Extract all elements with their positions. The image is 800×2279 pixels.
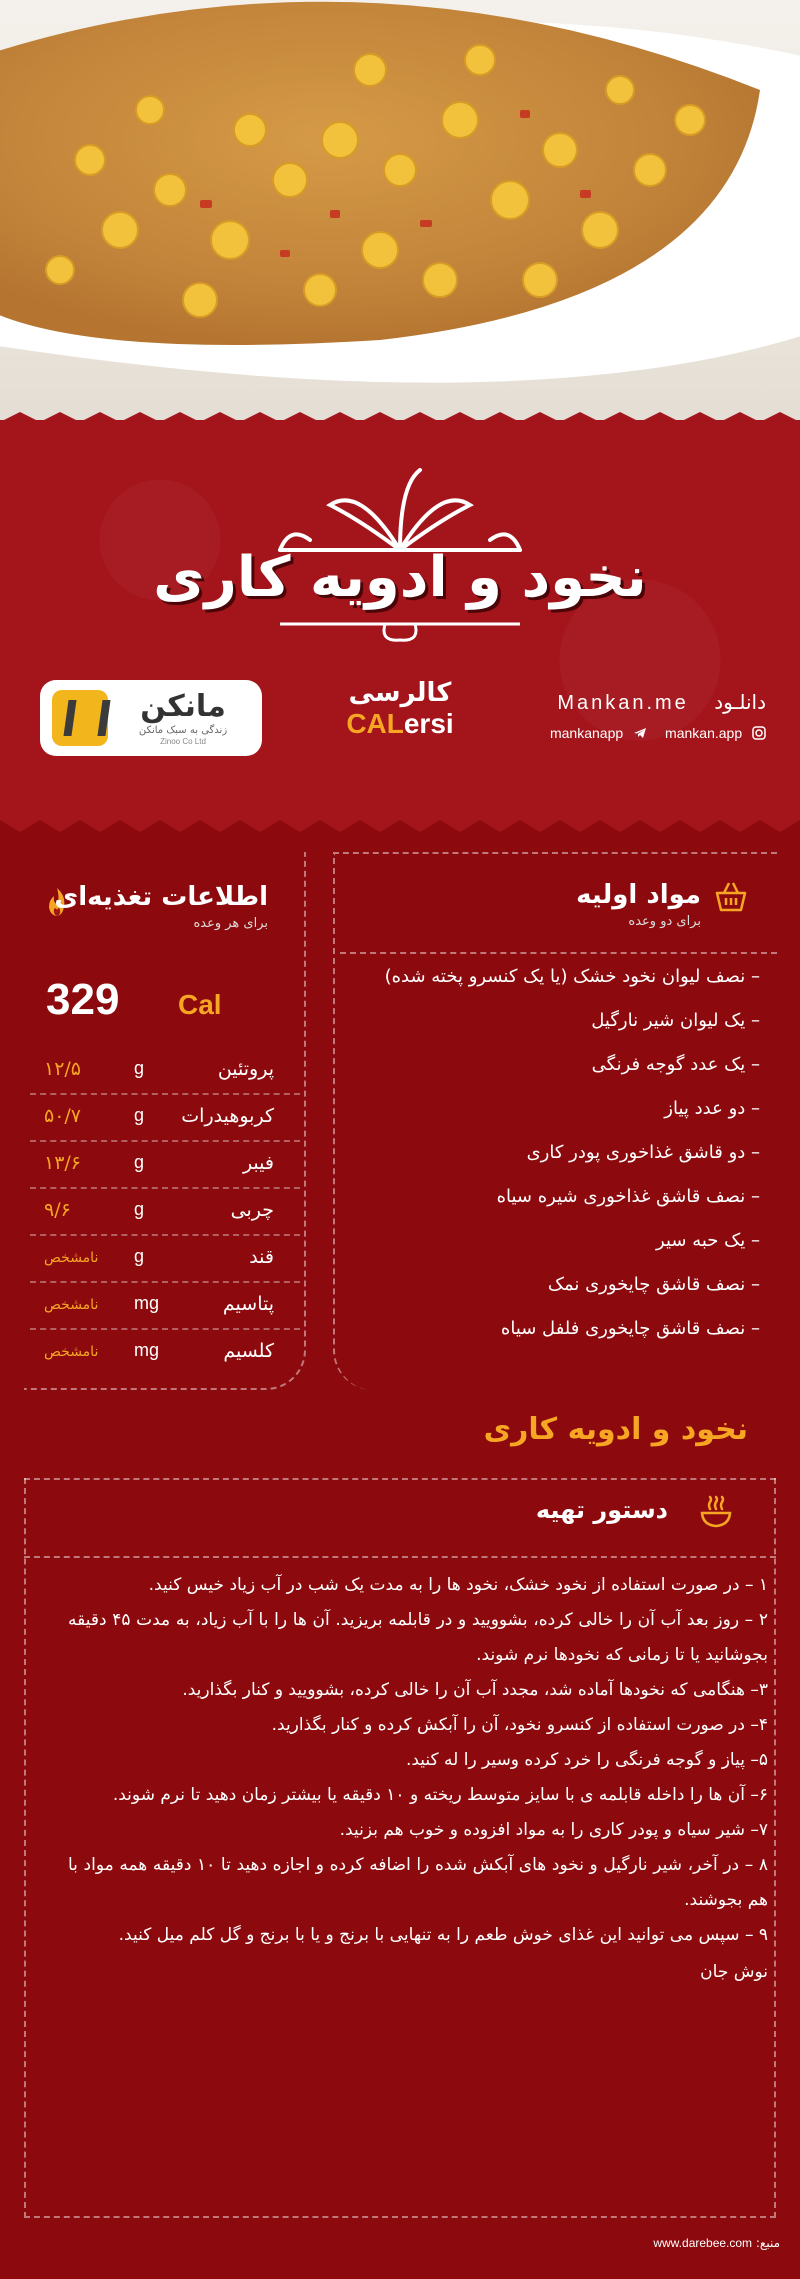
nutrition-row: [30, 1142, 300, 1189]
nutrient-label: چربی: [230, 1199, 274, 1221]
recipe-step: ۶– آن ها را داخله قابلمه ی با سایز متوسط ریخته و ۱۰ دقیقه یا بیشتر زمان دهید تا نرم شوند.: [112, 1785, 768, 1805]
nutrition-header: [24, 882, 284, 931]
telegram-link[interactable]: [550, 725, 647, 741]
ingredient-item: – دو قاشق غذاخوری پودر کاری: [526, 1142, 760, 1163]
prep-divider: [24, 1556, 776, 1558]
nutrient-label: پتاسیم: [222, 1293, 274, 1315]
ingredients-divider: [340, 952, 777, 954]
calersi-fa-text: کالرسی: [348, 678, 452, 708]
recipe-step: ۴– در صورت استفاده از کنسرو نخود، آن را آبکش کرده و کنار بگذارید.: [271, 1715, 768, 1735]
source-credit: [600, 2236, 780, 2250]
page-title: نخود و ادویه کاری: [153, 545, 647, 610]
calersi-logo[interactable]: [345, 676, 455, 756]
nutrition-row: [30, 1330, 300, 1377]
instagram-icon: [752, 726, 766, 740]
zigzag-edge-top: [0, 410, 800, 440]
instagram-handle: mankan.app: [665, 725, 743, 741]
title-underline-ornament: [280, 618, 520, 646]
nutrient-unit: g: [134, 1105, 145, 1125]
recipe-step: ۱ – در صورت استفاده از نخود خشک، نخود ها را به مدت یک شب در آب زیاد خیس کنید.: [148, 1575, 768, 1595]
ingredient-item: – نصف قاشق غذاخوری شیره سیاه: [496, 1186, 760, 1207]
nutrition-row: [30, 1048, 300, 1095]
nutrient-value: نامشخص: [44, 1297, 99, 1313]
nutrient-value: نامشخص: [44, 1344, 99, 1360]
ingredient-item: – یک حبه سیر: [656, 1230, 760, 1251]
ingredients-title: مواد اولیه: [576, 880, 701, 910]
ingredient-item: – یک عدد گوجه فرنگی: [591, 1054, 760, 1075]
nutrient-label: کلسیم: [223, 1340, 274, 1362]
mankan-app-icon: [52, 690, 108, 746]
nutrient-unit: mg: [134, 1293, 160, 1313]
leaf-ornament-icon: [270, 465, 530, 555]
ingredients-header: [333, 880, 747, 929]
calories-row: [40, 975, 280, 1035]
nutrient-label: فیبر: [242, 1152, 274, 1174]
telegram-handle: mankanapp: [549, 725, 624, 741]
calories-unit: Cal: [178, 989, 222, 1020]
download-label: دانلـود: [714, 690, 766, 714]
nutrition-row: [30, 1236, 300, 1283]
nutrient-unit: g: [134, 1199, 145, 1219]
nutrition-row: [30, 1283, 300, 1330]
nutrition-row: [30, 1095, 300, 1142]
nutrition-table: [30, 1048, 300, 1377]
nutrient-label: قند: [249, 1246, 274, 1268]
ingredient-item: – نصف قاشق چایخوری فلفل سیاه: [500, 1318, 760, 1339]
recipe-title: نخود و ادویه کاری: [483, 1412, 748, 1447]
nutrient-value: ۱۳/۶: [44, 1152, 82, 1174]
nutrient-value: ۱۲/۵: [44, 1058, 82, 1080]
closing-text: نوش جان: [700, 1962, 768, 1982]
instagram-link[interactable]: [665, 725, 766, 741]
ingredients-list: [340, 955, 760, 1351]
source-link[interactable]: www.darebee.com: [653, 2236, 753, 2250]
recipe-step: ۷– شیر سیاه و پودر کاری را به مواد افزوده و خوب هم بزنید.: [339, 1820, 768, 1840]
recipe-step: ۲ – روز بعد آب آن را خالی کرده، بشوویید و در قابلمه بریزید. آن ها را با آب زیاد، به مدت ۴۵ دقیقه بجوشانید یا تا زمانی که نخودها نرم شوند.: [68, 1610, 768, 1665]
download-site-link[interactable]: Mankan.me: [557, 692, 689, 714]
mankan-company: Zinoo Co Ltd: [160, 736, 206, 746]
nutrient-unit: g: [134, 1246, 145, 1266]
mankan-name: مانکن: [140, 688, 226, 724]
nutrient-unit: mg: [134, 1340, 160, 1360]
download-info: [508, 690, 766, 741]
mankan-tagline: زندگی به سبک مانکن: [138, 724, 228, 736]
ingredient-item: – دو عدد پیاز: [664, 1098, 760, 1119]
prep-title: دستور تهیه: [535, 1496, 668, 1524]
ingredient-item: – نصف لیوان نخود خشک (یا یک کنسرو پخته شده): [384, 966, 760, 987]
mankan-logo[interactable]: [40, 680, 262, 756]
ingredient-item: – نصف قاشق چایخوری نمک: [547, 1274, 760, 1295]
nutrient-label: کربوهیدرات: [181, 1105, 274, 1127]
source-label: منبع:: [755, 2236, 780, 2250]
prep-header: [430, 1496, 718, 1524]
nutrient-value: ۵۰/۷: [44, 1105, 82, 1127]
nutrient-unit: g: [134, 1152, 145, 1172]
zigzag-edge-bottom: [0, 810, 800, 840]
recipe-step: ۳– هنگامی که نخودها آماده شد، مجدد آب آن را خالی کرده، بشوویید و کنار بگذارید.: [182, 1680, 768, 1700]
nutrient-value: نامشخص: [44, 1250, 99, 1266]
recipe-step: ۹ – سپس می توانید این غذای خوش طعم را به تنهایی با برنج و یا با برنج و گل کلم میل کنید.: [118, 1925, 768, 1945]
recipe-steps: [68, 1568, 768, 1990]
recipe-step: ۸ – در آخر، شیر نارگیل و نخود های آبکش شده را اضافه کرده و اجازه دهید تا ۱۰ دقیقه همه مواد با هم بجوشند.: [68, 1855, 768, 1910]
ingredient-item: – یک لیوان شیر نارگیل: [591, 1010, 760, 1031]
calersi-en-text: CALersi: [346, 708, 454, 739]
nutrient-value: ۹/۶: [44, 1199, 71, 1221]
recipe-step: ۵– پیاز و گوجه فرنگی را خرد کرده وسیر را له کنید.: [405, 1750, 768, 1770]
nutrient-label: پروتئین: [217, 1058, 274, 1080]
nutrition-row: [30, 1189, 300, 1236]
nutrition-subtitle: برای هر وعده: [193, 916, 268, 931]
nutrition-title: اطلاعات تغذیه‌ای: [54, 882, 268, 912]
nutrient-unit: g: [134, 1058, 145, 1078]
ingredients-subtitle: برای دو وعده: [628, 914, 701, 929]
hero-food-photo: [0, 0, 800, 430]
telegram-icon: [633, 726, 647, 740]
calories-value: 329: [46, 975, 120, 1024]
